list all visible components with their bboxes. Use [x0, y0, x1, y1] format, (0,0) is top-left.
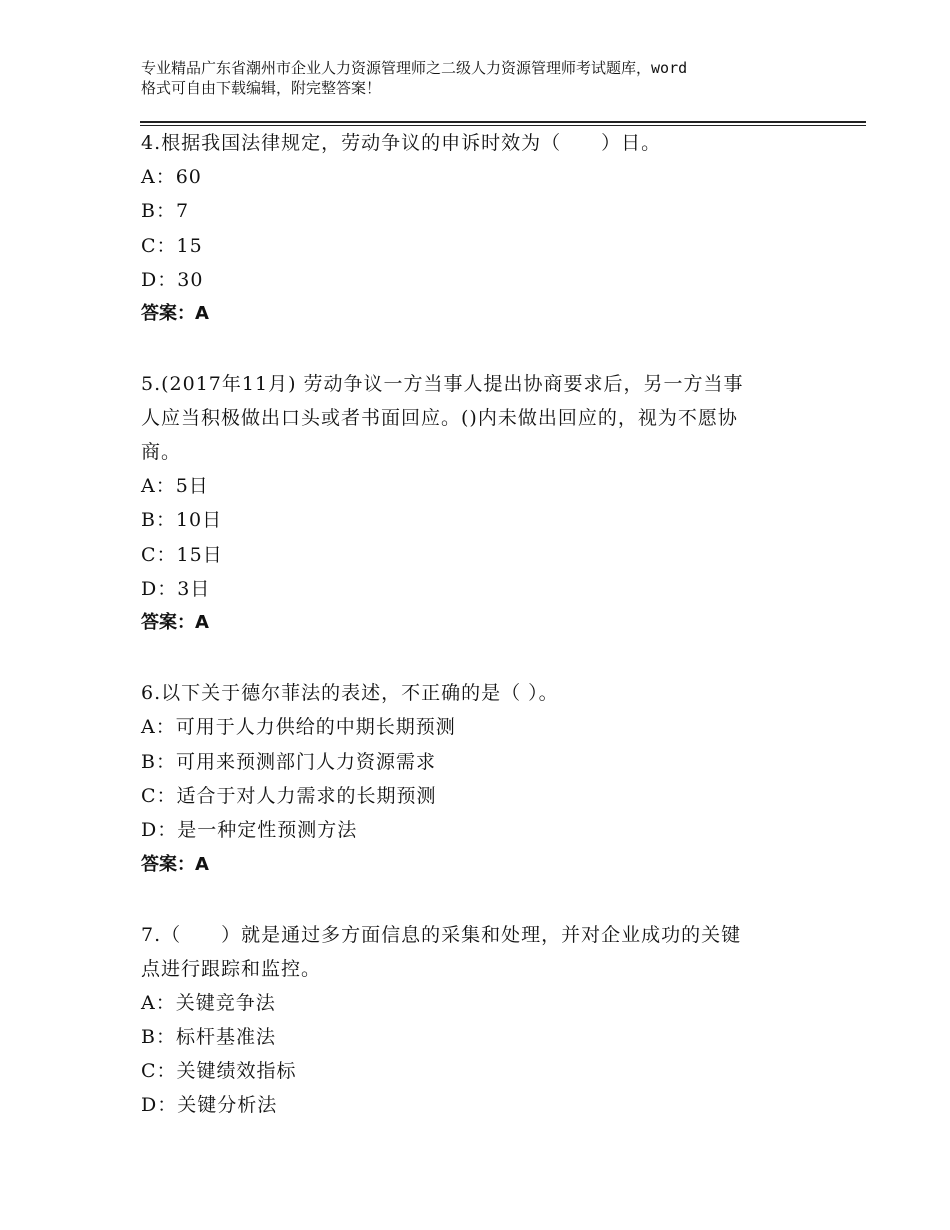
option-b: B：7	[141, 200, 190, 223]
question-text-line: 5.(2017年11月) 劳动争议一方当事人提出协商要求后，另一方当事	[141, 373, 744, 396]
option-c: C：适合于对人力需求的长期预测	[141, 784, 437, 807]
question-list	[141, 126, 801, 1159]
option-a: A：60	[141, 166, 202, 188]
question-text-line: 6.以下关于德尔菲法的表述，不正确的是（ ）。	[141, 682, 559, 705]
option-a: A：5日	[141, 475, 209, 498]
option-a: A：关键竞争法	[141, 991, 276, 1014]
question-text-line: 7.（ ）就是通过多方面信息的采集和处理，并对企业成功的关键	[141, 923, 742, 946]
question-5	[141, 367, 801, 640]
question-6	[141, 676, 801, 881]
header-line-1: 专业精品广东省潮州市企业人力资源管理师之二级人力资源管理师考试题库，word	[141, 59, 688, 77]
option-d: D：关键分析法	[141, 1094, 278, 1117]
question-text-line: 点进行跟踪和监控。	[141, 957, 322, 980]
option-c: C：关键绩效指标	[141, 1060, 297, 1083]
option-d: D：3日	[141, 578, 211, 601]
question-text-line: 商。	[141, 441, 182, 464]
question-4	[141, 126, 801, 331]
answer-label: 答案：A	[141, 303, 209, 325]
header-line-2: 格式可自由下载编辑，附完整答案！	[141, 79, 382, 97]
option-c: C：15	[141, 234, 203, 257]
option-c: C：15日	[141, 543, 223, 566]
document-header	[141, 58, 841, 98]
answer-label: 答案：A	[141, 612, 209, 634]
question-7	[141, 918, 801, 1123]
question-text-line: 人应当积极做出口头或者书面回应。()内未做出回应的，视为不愿协	[141, 407, 738, 430]
option-b: B：标杆基准法	[141, 1025, 276, 1048]
option-b: B：可用来预测部门人力资源需求	[141, 750, 436, 773]
option-b: B：10日	[141, 509, 223, 532]
header-rule-thick	[140, 121, 866, 123]
answer-label: 答案：A	[141, 853, 209, 875]
option-a: A：可用于人力供给的中期长期预测	[141, 716, 456, 739]
option-d: D：是一种定性预测方法	[141, 819, 358, 842]
option-d: D：30	[141, 268, 204, 291]
question-text-line: 4.根据我国法律规定，劳动争议的申诉时效为（ ）日。	[141, 132, 662, 154]
